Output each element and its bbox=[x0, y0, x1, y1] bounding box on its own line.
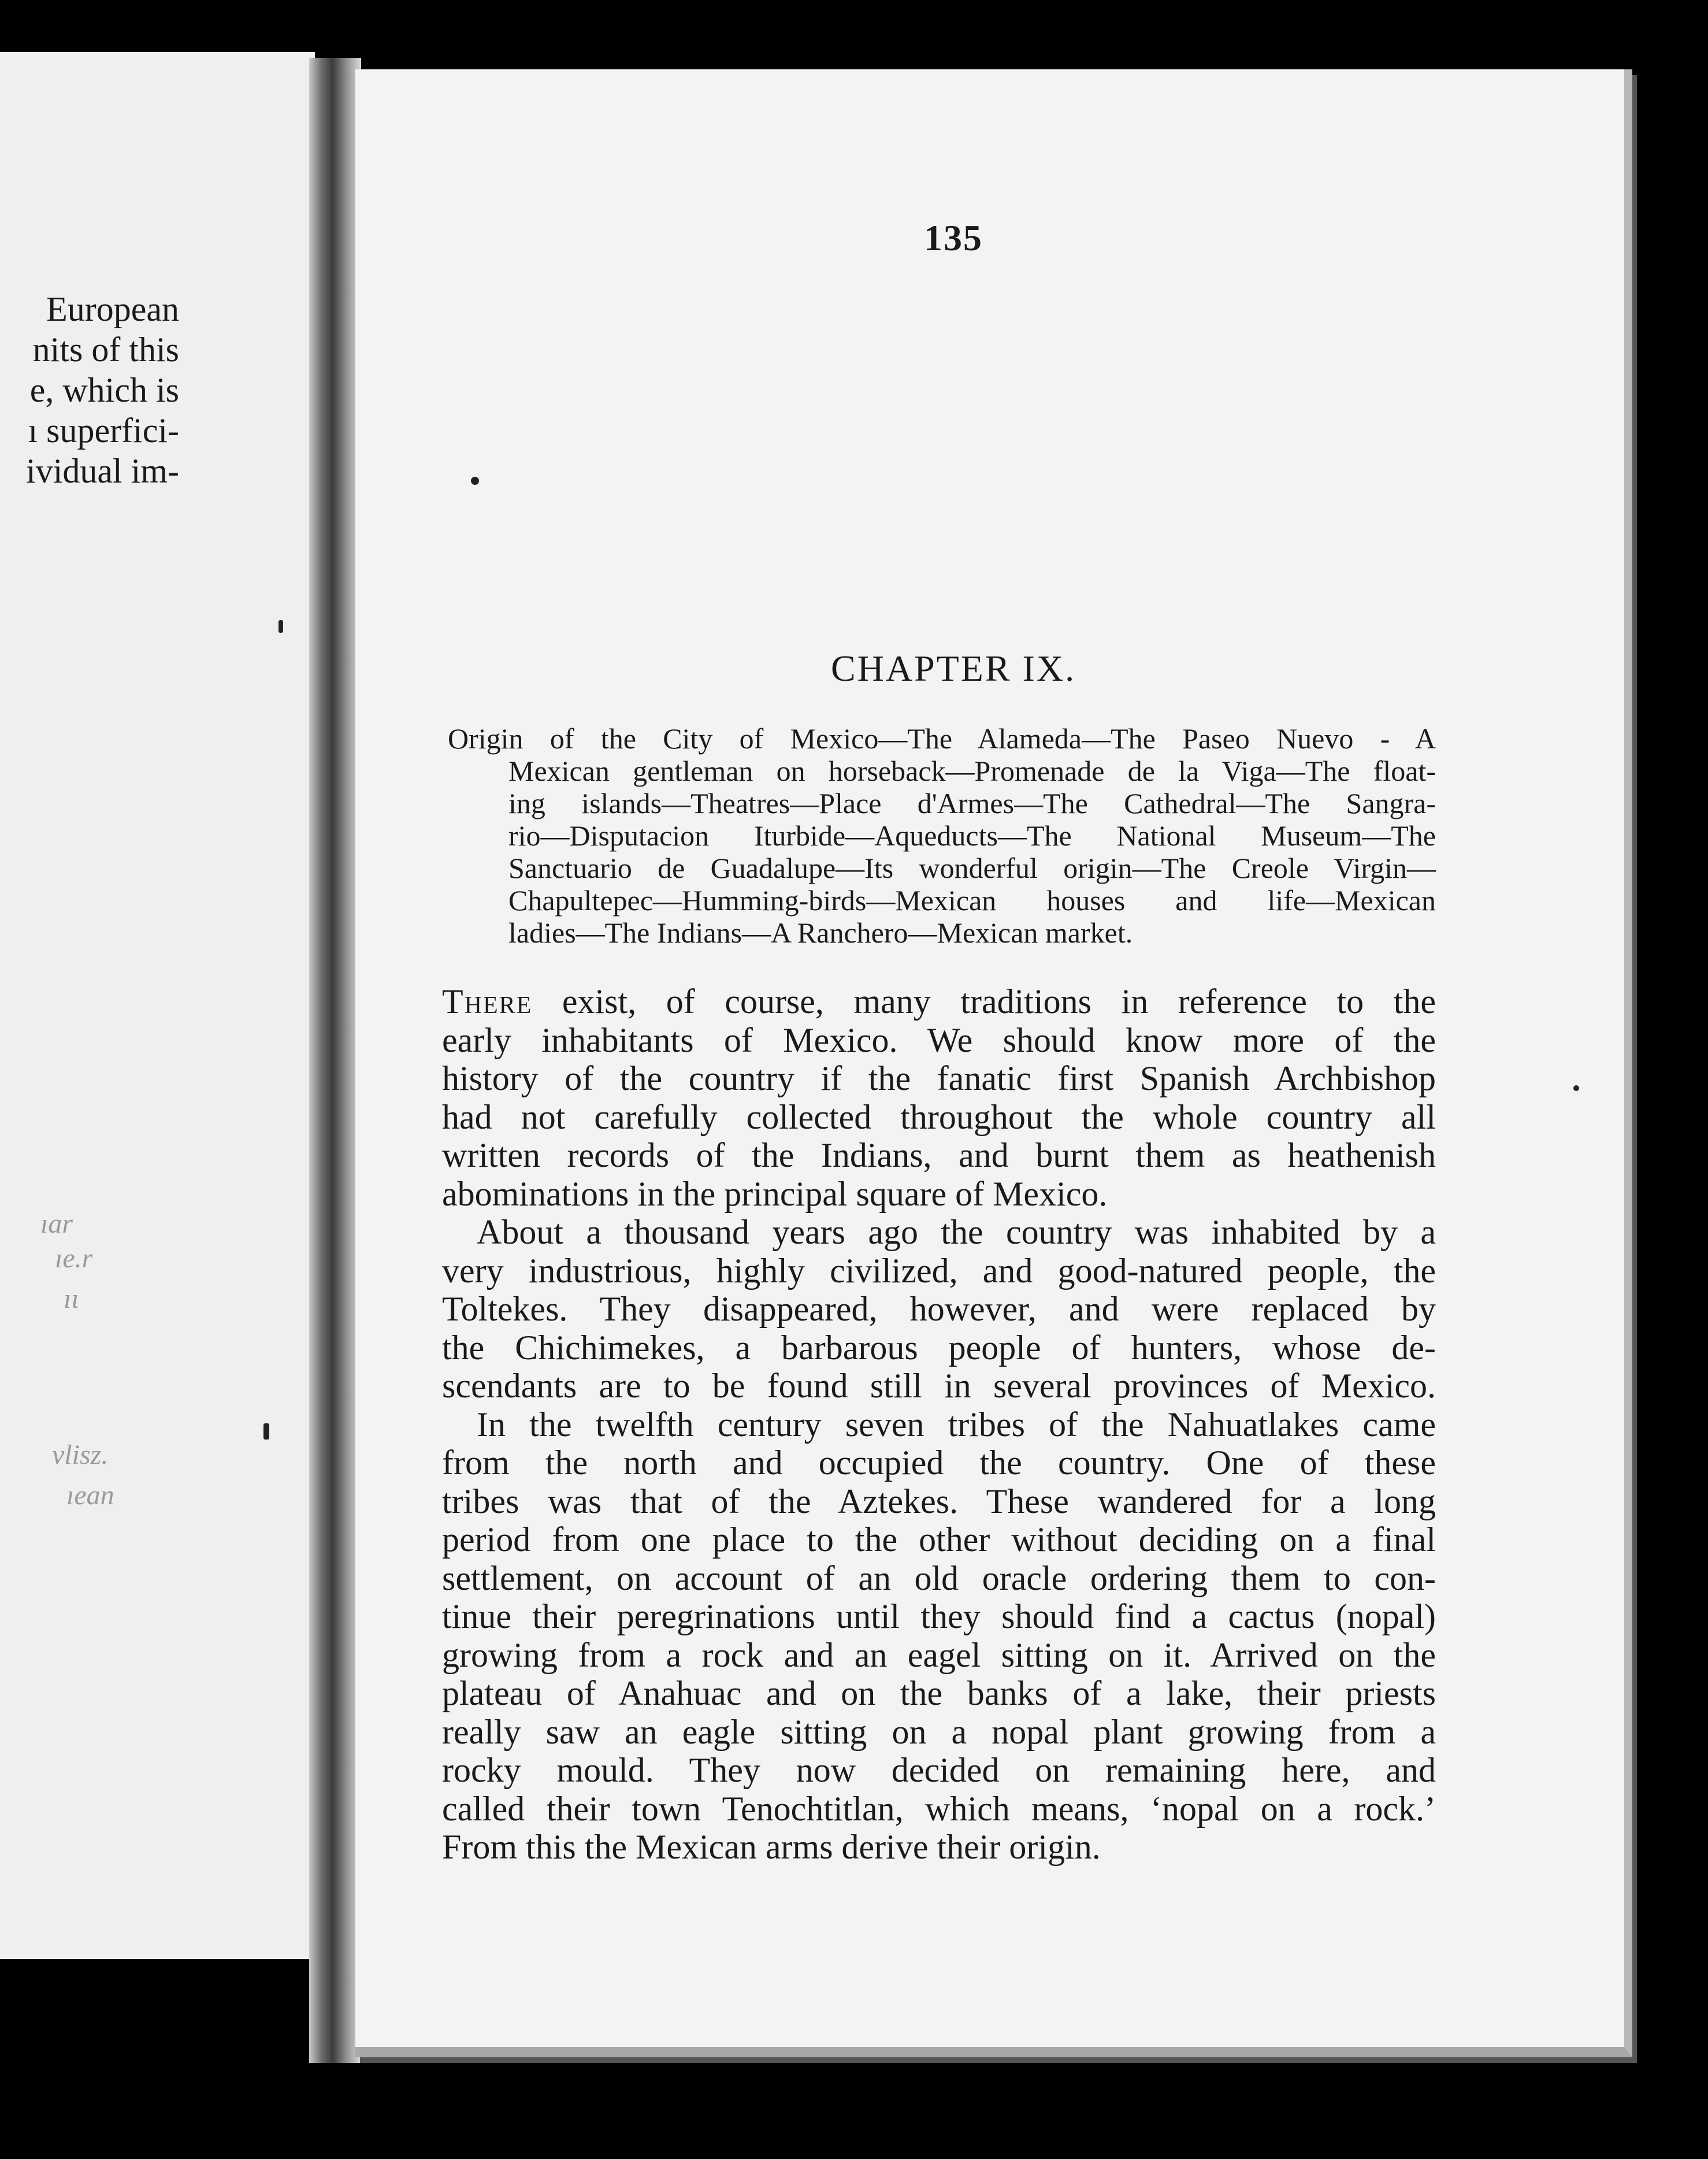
body-line: tribes was that of the Aztekes. These wandered for a long bbox=[442, 1482, 1436, 1520]
summary-line: Chapultepec—Humming-birds—Mexican houses and life—Mexican bbox=[508, 884, 1436, 917]
body-line: history of the country if the fanatic first Spanish Archbishop bbox=[442, 1059, 1436, 1097]
body-line: In the twelfth century seven tribes of the Nahuatlakes came bbox=[477, 1405, 1436, 1444]
book-gutter bbox=[309, 58, 361, 2063]
left-page-line: ı superfici- bbox=[28, 411, 179, 450]
summary-line: Origin of the City of Mexico—The Alameda—The Paseo Nuevo - A bbox=[448, 722, 1436, 755]
faint-bleed-through-mark: ıι bbox=[64, 1283, 79, 1314]
left-page-text bbox=[0, 289, 179, 491]
left-page-line: ividual im- bbox=[26, 452, 179, 490]
body-line: About a thousand years ago the country was inhabited by a bbox=[477, 1213, 1436, 1251]
faint-bleed-through-mark: ıean bbox=[66, 1480, 114, 1511]
body-line: had not carefully collected throughout the whole country all bbox=[442, 1097, 1436, 1136]
faint-bleed-through-mark: vlisz. bbox=[52, 1440, 109, 1470]
page-number: 135 bbox=[924, 217, 983, 258]
body-line-rest: exist, of course, many traditions in reference to the bbox=[532, 982, 1436, 1021]
left-page-line: European bbox=[46, 290, 179, 328]
body-text bbox=[442, 982, 1436, 1867]
body-line: Toltekes. They disappeared, however, and were replaced by bbox=[442, 1290, 1436, 1328]
faint-bleed-through-mark: ıar bbox=[40, 1208, 73, 1239]
body-line: settlement, on account of an old oracle ordering them to con- bbox=[442, 1559, 1436, 1597]
body-line: abominations in the principal square of Mexico. bbox=[442, 1174, 1108, 1213]
chapter-heading: CHAPTER IX. bbox=[830, 648, 1076, 689]
body-line: the Chichimekes, a barbarous people of hunters, whose de- bbox=[442, 1328, 1436, 1367]
body-line: growing from a rock and an eagel sitting on it. Arrived on the bbox=[442, 1635, 1436, 1674]
faint-bleed-through-mark: ıe.r bbox=[55, 1243, 93, 1274]
drop-word: There bbox=[442, 982, 533, 1021]
body-line: rocky mould. They now decided on remaining here, and bbox=[442, 1751, 1436, 1789]
scan-speck bbox=[1573, 1085, 1579, 1091]
summary-line: rio—Disputacion Iturbide—Aqueducts—The National Museum—The bbox=[508, 819, 1436, 852]
summary-line: Sanctuario de Guadalupe—Its wonderful origin—The Creole Virgin— bbox=[508, 852, 1436, 884]
body-line: period from one place to the other without deciding on a final bbox=[442, 1520, 1436, 1559]
chapter-summary bbox=[448, 722, 1436, 949]
body-line: plateau of Anahuac and on the banks of a lake, their priests bbox=[442, 1674, 1436, 1712]
body-line: written records of the Indians, and burnt them as heathenish bbox=[442, 1136, 1436, 1174]
scan-speck bbox=[263, 1423, 269, 1440]
scan-speck bbox=[471, 477, 479, 485]
body-line: called their town Tenochtitlan, which means, ‘nopal on a rock.’ bbox=[442, 1789, 1436, 1828]
summary-line: Mexican gentleman on horseback—Promenade de la Viga—The float- bbox=[508, 755, 1436, 787]
body-line: scendants are to be found still in several provinces of Mexico. bbox=[442, 1367, 1436, 1405]
summary-line: ing islands—Theatres—Place d'Armes—The Cathedral—The Sangra- bbox=[508, 787, 1436, 819]
body-line: early inhabitants of Mexico. We should know more of the bbox=[442, 1021, 1436, 1059]
body-line bbox=[442, 982, 1436, 1021]
left-page-line: e, which is bbox=[29, 371, 179, 409]
body-line: from the north and occupied the country. One of these bbox=[442, 1444, 1436, 1482]
summary-line: ladies—The Indians—A Ranchero—Mexican market. bbox=[508, 917, 1133, 949]
body-line: From this the Mexican arms derive their origin. bbox=[442, 1828, 1101, 1866]
body-line: very industrious, highly civilized, and good-natured people, the bbox=[442, 1251, 1436, 1290]
body-line: tinue their peregrinations until they should find a cactus (nopal) bbox=[442, 1597, 1436, 1635]
body-line: really saw an eagle sitting on a nopal plant growing from a bbox=[442, 1712, 1436, 1751]
left-page bbox=[0, 52, 315, 1959]
left-page-line: nits of this bbox=[32, 331, 179, 369]
scan-speck bbox=[279, 620, 283, 633]
